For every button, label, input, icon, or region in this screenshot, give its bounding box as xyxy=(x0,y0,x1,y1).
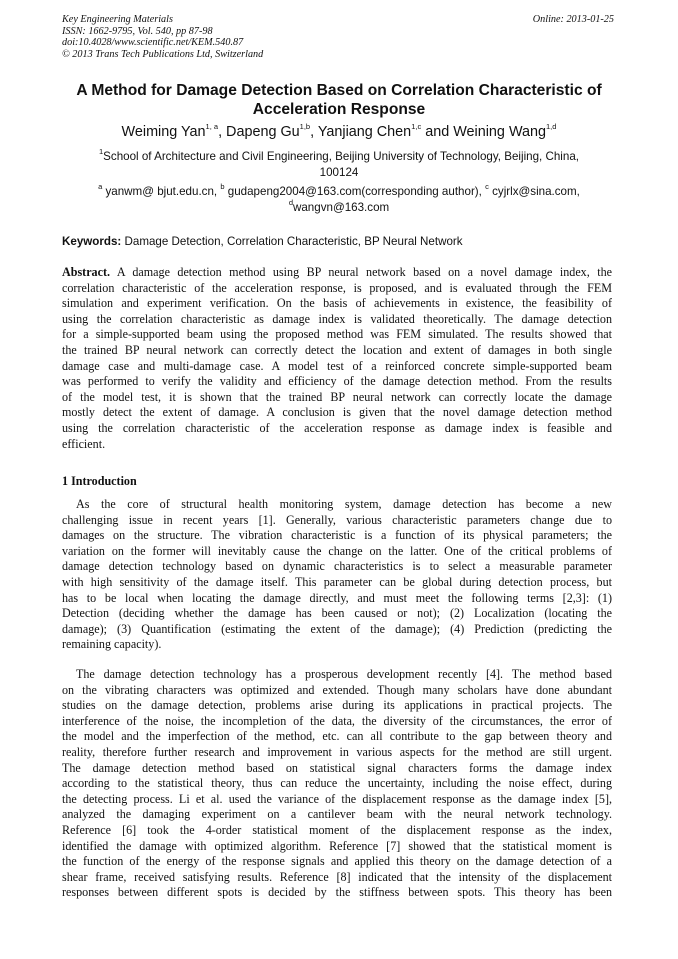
affiliation-line-2: 100124 xyxy=(319,165,359,179)
paragraph-line: damage detection technology based on dynamic characteristics is to select a measurable parameter xyxy=(62,559,612,574)
affiliation xyxy=(60,149,618,180)
email-c: cyjrlx@sina.com, xyxy=(488,185,580,198)
paragraph-line: interference of the noise, the incompletion of the data, the diversity of the circumstances, the error of xyxy=(62,713,612,728)
author-1-sup: 1, a xyxy=(205,122,219,132)
abstract xyxy=(62,265,612,452)
affiliation-line-1: School of Architecture and Civil Engineering, Beijing University of Technology, Beijing, China, xyxy=(103,150,579,163)
author-3: , Yanjiang Chen xyxy=(310,124,412,140)
email-b: gudapeng2004@163.com(corresponding author), xyxy=(224,185,486,198)
keywords-label: Keywords: xyxy=(62,235,122,248)
abstract-line: the trained BP neural network can correctly detect the location and extent of damages in both single xyxy=(62,342,612,357)
paragraph-line: damage); (3) Quantification (estimating the extent of the damage); (4) Prediction (predicting the xyxy=(62,621,612,636)
paragraph-line: with high sensitivity of the damage itself. This parameter can be global during detection process, but xyxy=(62,574,612,589)
abstract-line: correlation characteristic of the acceleration response, is proposed, and is evaluated through the FEM xyxy=(62,280,612,295)
email-d: wangvn@163.com xyxy=(292,200,390,214)
email-d-sup: d xyxy=(288,197,293,207)
paragraph-line: the model and the imperfection of the method, etc. can all contribute to the gap between theory and xyxy=(62,729,612,744)
copyright-line: © 2013 Trans Tech Publications Ltd, Switzerland xyxy=(62,48,264,60)
section-heading: 1 Introduction xyxy=(62,474,137,488)
affiliation-sup: 1 xyxy=(99,147,104,157)
abstract-line: for a simple-supported beam using the proposed method was FEM simulated. The results showed that xyxy=(62,327,612,342)
paragraph-line: shear frame, received satisfying results. Reference [8] indicated that the intensity of the displacement xyxy=(62,869,612,884)
paragraph-line: reality, therefore further research and improvement in various aspects for the method are still urgent. xyxy=(62,744,612,759)
email-b-sup: b xyxy=(220,182,225,192)
title-line-2: Acceleration Response xyxy=(252,100,426,118)
author-2-sup: 1,b xyxy=(299,122,311,132)
issn-line: ISSN: 1662-9795, Vol. 540, pp 87-98 xyxy=(62,25,213,37)
intro-paragraph-1 xyxy=(62,497,612,653)
journal-header xyxy=(62,14,263,60)
doi-line: doi:10.4028/www.scientific.net/KEM.540.87 xyxy=(62,37,244,49)
abstract-label: Abstract. xyxy=(62,265,111,279)
abstract-line: simulation and experiment verification. On the basis of achievements in existence, the feasibility of xyxy=(62,296,612,311)
author-4: and Weining Wang xyxy=(421,124,546,140)
paragraph-line: Reference [6] took the 4-order statistical moment of the displacement response as the index, xyxy=(62,822,612,837)
paragraph-line: challenging issue in recent years [1]. Generally, various characteristic parameters change due to xyxy=(62,512,612,527)
paragraph-line: responses between different spots is decided by the stiffness between spots. This theory has been xyxy=(62,885,612,900)
author-4-sup: 1,d xyxy=(546,122,557,132)
paragraph-line: the detecting process. Li et al. used the variance of the displacement response as the damage index [5], xyxy=(62,791,612,806)
email-c-sup: c xyxy=(485,182,489,192)
abstract-line: using the correlation characteristic as damage index is validated theoretically. The damage detection xyxy=(62,311,612,326)
paragraph-line: according to the statistical theory, thus can reduce the uncertainty, including the noise effect, during xyxy=(62,776,612,791)
author-emails xyxy=(60,184,618,215)
abstract-line: of the model test, it is shown that the trained BP neural network can correctly locate the damage xyxy=(62,389,612,404)
journal-name: Key Engineering Materials xyxy=(62,14,173,25)
abstract-line: using the correlation characteristic of the acceleration response as damage index is feasible and xyxy=(62,420,612,435)
paragraph-line: on the vibrating characters was optimized and extended. Though many scholars have done abundant xyxy=(62,682,612,697)
email-a-sup: a xyxy=(98,182,103,192)
paragraph-line: Detection (deciding whether the damage has been caused or not); (2) Localization (locating the xyxy=(62,606,612,621)
title-line-1: A Method for Damage Detection Based on Correlation Characteristic of xyxy=(76,82,602,99)
paper-title xyxy=(40,82,638,119)
abstract-line: efficient. xyxy=(62,436,106,451)
paragraph-line: The damage detection method based on statistical signal characters forms the damage index xyxy=(62,760,612,775)
keywords-text: Damage Detection, Correlation Characteristic, BP Neural Network xyxy=(121,235,463,248)
intro-paragraph-2 xyxy=(62,667,612,901)
paragraph-line: remaining capacity). xyxy=(62,637,162,652)
author-1: Weiming Yan xyxy=(121,124,206,140)
paragraph-line: damages on the structure. The vibration characteristic is a function of its physical parameters; the xyxy=(62,528,612,543)
paragraph-line: has to be local when locating the damage directly, and must meet the following terms [2,3]: (1) xyxy=(62,590,612,605)
abstract-line: Abstract. A damage detection method using BP neural network based on a novel damage index, the xyxy=(62,265,612,279)
paragraph-line: analyzed the damaging experiment on a cantilever beam with the neural network technology. xyxy=(62,807,612,822)
author-3-sup: 1,c xyxy=(411,122,422,132)
paragraph-line: identified the damage with optimized algorithm. Reference [7] showed that the statistical moment is xyxy=(62,838,612,853)
abstract-line: damage case and multi-damage case. A model test of a reinforced concrete simple-supported beam xyxy=(62,358,612,373)
paragraph-line: the function of the energy of the response signals and applied this theory on the damage detection of a xyxy=(62,854,612,869)
abstract-line: mostly detect the extent of damage. A conclusion is given that the novel damage detection method xyxy=(62,405,612,420)
email-a: yanwm@ bjut.edu.cn, xyxy=(102,185,221,198)
author-2: , Dapeng Gu xyxy=(218,124,300,140)
author-list xyxy=(40,123,638,141)
paragraph-line: studies on the damage detection, problems arise during its applications in practical projects. The xyxy=(62,698,612,713)
paragraph-line: variation on the former will inevitably cause the change on the latter. One of the critical problems of xyxy=(62,543,612,558)
paragraph-line: As the core of structural health monitoring system, damage detection has become a new xyxy=(76,497,612,511)
keywords xyxy=(62,235,463,249)
online-date: Online: 2013-01-25 xyxy=(532,14,614,25)
paragraph-line: The damage detection technology has a prosperous development recently [4]. The method based xyxy=(76,667,612,681)
abstract-line: was performed to verify the validity and efficiency of the damage detection method. From the results xyxy=(62,374,612,389)
